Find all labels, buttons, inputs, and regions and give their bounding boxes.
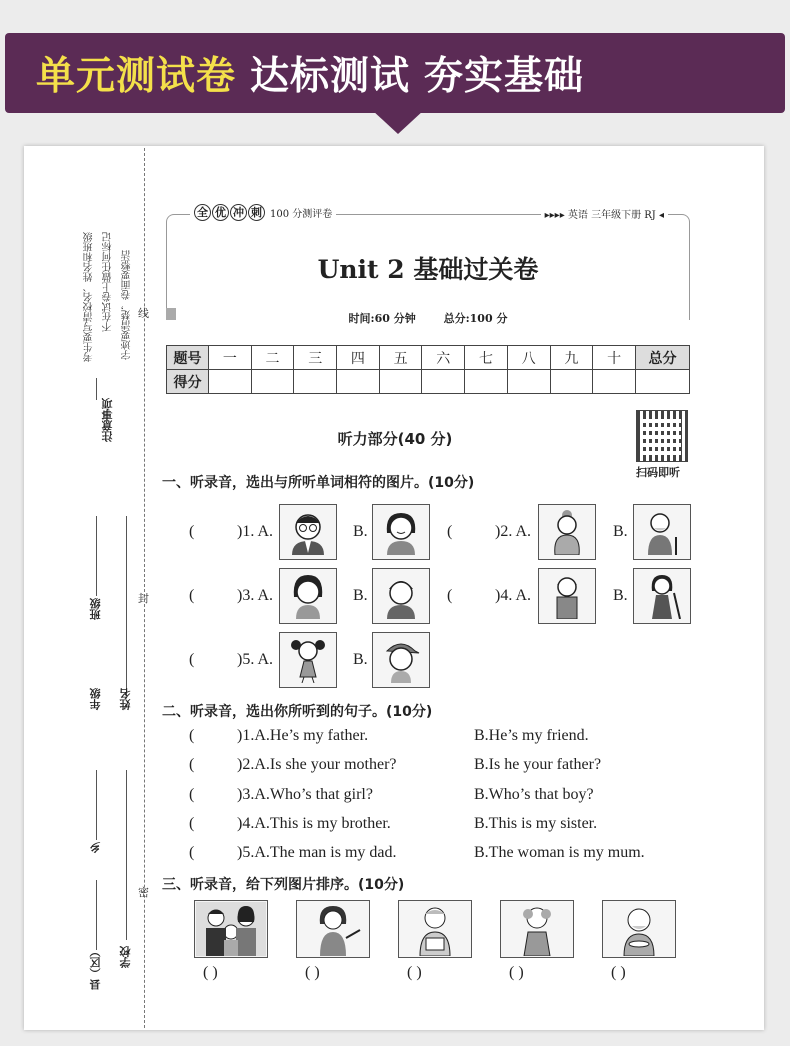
paren-open: ( (189, 587, 195, 604)
s2-q5-option-a: )5.A.The man is my dad. (237, 844, 397, 861)
paren-open: ( (447, 523, 453, 540)
score-cell[interactable] (465, 370, 508, 394)
family-photo-icon (196, 902, 266, 956)
q4-label (495, 587, 531, 605)
q4-option-a: 4. A. (500, 587, 531, 604)
paren-close: ) (237, 523, 243, 540)
s2-q3-option-b: B.Who’s that boy? (474, 786, 594, 803)
note-2: 不在试卷上做任何标记 (103, 232, 114, 332)
note-1: 考生要写清校名、姓名和班级 (84, 232, 95, 362)
paren-open: ( (189, 523, 195, 540)
order-blank-3[interactable]: ( ) (407, 964, 422, 981)
township-label: 乡 (89, 842, 102, 853)
col-1: 一 (209, 346, 252, 370)
score-cell[interactable] (209, 370, 252, 394)
paren-close: ) (237, 587, 243, 604)
brand-char-4: 刺 (248, 204, 265, 221)
pic-boy-with-cap[interactable] (372, 632, 430, 688)
s2-q2-option-a: )2.A.Is she your mother? (237, 756, 397, 773)
col-4: 四 (337, 346, 380, 370)
note-3: 字迹要清楚，卷面要整洁 (122, 250, 133, 360)
score-table-score-row (167, 370, 690, 394)
seal-char: 封 (138, 592, 149, 605)
score-cell[interactable] (550, 370, 593, 394)
man-icon (545, 573, 589, 619)
q3-option-a: 3. A. (242, 587, 273, 604)
brand-subtitle: 100 分测评卷 (270, 209, 333, 220)
qr-caption: 扫码即听 (636, 466, 680, 479)
secret-char: 密 (138, 886, 149, 899)
grandpa-reading-icon (400, 902, 470, 956)
banner-subtitle-1: 达标测试 (250, 54, 411, 99)
section2-title: 二、听录音，选出你所听到的句子。(10分) (162, 704, 433, 720)
name-field[interactable] (126, 516, 127, 696)
q2-option-b: B. (613, 523, 628, 540)
paren-open: ( (189, 756, 195, 773)
s2-q5-option-b: B.The woman is my mum. (474, 844, 645, 861)
pic-woman[interactable] (372, 504, 430, 560)
score-cell[interactable] (422, 370, 465, 394)
grade-label: 年级 (89, 688, 102, 710)
line-char: 线 (138, 307, 149, 320)
pic-grandpa[interactable] (633, 504, 691, 560)
paper-header (166, 204, 690, 325)
paper-title: Unit 2 基础过关卷 (317, 255, 539, 284)
col-3: 三 (294, 346, 337, 370)
score-cell[interactable] (379, 370, 422, 394)
row-head-number: 题号 (167, 346, 209, 370)
s2-q3-option-a: )3.A.Who’s that girl? (237, 786, 373, 803)
row-head-score: 得分 (167, 370, 209, 394)
q1-option-b: B. (353, 523, 368, 540)
banner-title: 单元测试卷 (36, 54, 237, 99)
pic-man[interactable] (538, 568, 596, 624)
total-score: 总分:100 分 (443, 312, 508, 325)
notes-label: 注意事项 (101, 398, 114, 442)
school-label: 学校 (119, 946, 132, 968)
paren-close: ) (495, 523, 501, 540)
pic-grandpa-reading[interactable] (398, 900, 472, 958)
man-with-glasses-icon (286, 509, 330, 555)
q2-label (495, 523, 531, 541)
score-cell[interactable] (593, 370, 636, 394)
paren-open: ( (189, 727, 195, 744)
banner-subtitle-2: 夯实基础 (424, 54, 585, 99)
paren-close: ) (495, 587, 501, 604)
s2-q4-option-a: )4.A.This is my brother. (237, 815, 391, 832)
paren-open: ( (189, 651, 195, 668)
pic-grandpa-eating[interactable] (602, 900, 676, 958)
pic-boy[interactable] (372, 568, 430, 624)
school-field[interactable] (126, 770, 127, 940)
s2-q1-option-b: B.He’s my friend. (474, 727, 589, 744)
order-blank-2[interactable]: ( ) (305, 964, 320, 981)
order-blank-5[interactable]: ( ) (611, 964, 626, 981)
q5-label (237, 651, 273, 669)
order-blank-1[interactable]: ( ) (203, 964, 218, 981)
paren-open: ( (447, 587, 453, 604)
paren-open: ( (189, 815, 195, 832)
col-5: 五 (379, 346, 422, 370)
woman-icon (379, 509, 423, 555)
time-limit: 时间:60 分钟 (348, 312, 416, 325)
paper-meta (166, 310, 690, 326)
q1-label (237, 523, 273, 541)
col-6: 六 (422, 346, 465, 370)
listening-title: 听力部分(40 分) (337, 430, 453, 448)
score-cell[interactable] (294, 370, 337, 394)
s2-q1-option-a: )1.A.He’s my father. (237, 727, 369, 744)
pic-little-girl[interactable] (279, 632, 337, 688)
grandma-icon (502, 902, 572, 956)
s2-q4-option-b: B.This is my sister. (474, 815, 598, 832)
col-9: 九 (550, 346, 593, 370)
subject-info: ▸▸▸▸ 英语 三年级下册 RJ ◂ (541, 206, 668, 221)
girl-icon (286, 573, 330, 619)
pic-grandma-2[interactable] (500, 900, 574, 958)
brand-logo (190, 204, 336, 221)
score-cell[interactable] (251, 370, 294, 394)
brand-char-3: 冲 (230, 204, 247, 221)
q1-option-a: 1. A. (242, 523, 273, 540)
pic-woman-sweeping[interactable] (633, 568, 691, 624)
class-field[interactable] (96, 516, 97, 596)
paren-close: ) (237, 651, 243, 668)
q2-option-a: 2. A. (500, 523, 531, 540)
pic-family-photo[interactable] (194, 900, 268, 958)
q3-option-b: B. (353, 587, 368, 604)
pic-teacher-woman[interactable] (296, 900, 370, 958)
boy-with-cap-icon (379, 637, 423, 683)
name-label: 姓名 (119, 688, 132, 710)
col-10: 十 (593, 346, 636, 370)
brand-char-1: 全 (194, 204, 211, 221)
q5-option-a: 5. A. (242, 651, 273, 668)
pic-man-with-glasses[interactable] (279, 504, 337, 560)
q4-option-b: B. (613, 587, 628, 604)
col-2: 二 (251, 346, 294, 370)
s2-q2-option-b: B.Is he your father? (474, 756, 602, 773)
score-cell[interactable] (337, 370, 380, 394)
teacher-woman-icon (298, 902, 368, 956)
township-field[interactable] (96, 770, 97, 840)
county-label: 县（区） (89, 946, 102, 990)
q5-option-b: B. (353, 651, 368, 668)
section1-title: 一、听录音，选出与所听单词相符的图片。(10分) (162, 475, 475, 491)
brand-char-2: 优 (212, 204, 229, 221)
col-total: 总分 (636, 346, 690, 370)
boy-icon (379, 573, 423, 619)
paren-open: ( (189, 786, 195, 803)
section3-title: 三、听录音，给下列图片排序。(10分) (162, 877, 405, 893)
paren-open: ( (189, 844, 195, 861)
note-divider (96, 378, 97, 400)
score-table (166, 345, 690, 394)
little-girl-icon (286, 637, 330, 683)
county-field[interactable] (96, 880, 97, 950)
banner-arrow (372, 110, 424, 134)
score-cell-total[interactable] (636, 370, 690, 394)
grandma-icon (545, 509, 589, 555)
class-label: 班级 (89, 598, 102, 620)
score-table-header-row (167, 346, 690, 370)
grandpa-icon (640, 509, 684, 555)
qr-code-icon[interactable] (636, 410, 688, 462)
grandpa-eating-icon (604, 902, 674, 956)
q3-label (237, 587, 273, 605)
col-7: 七 (465, 346, 508, 370)
pic-grandma[interactable] (538, 504, 596, 560)
pic-girl[interactable] (279, 568, 337, 624)
order-blank-4[interactable]: ( ) (509, 964, 524, 981)
woman-sweeping-icon (640, 573, 684, 619)
col-8: 八 (507, 346, 550, 370)
score-cell[interactable] (507, 370, 550, 394)
banner-text (36, 48, 584, 98)
